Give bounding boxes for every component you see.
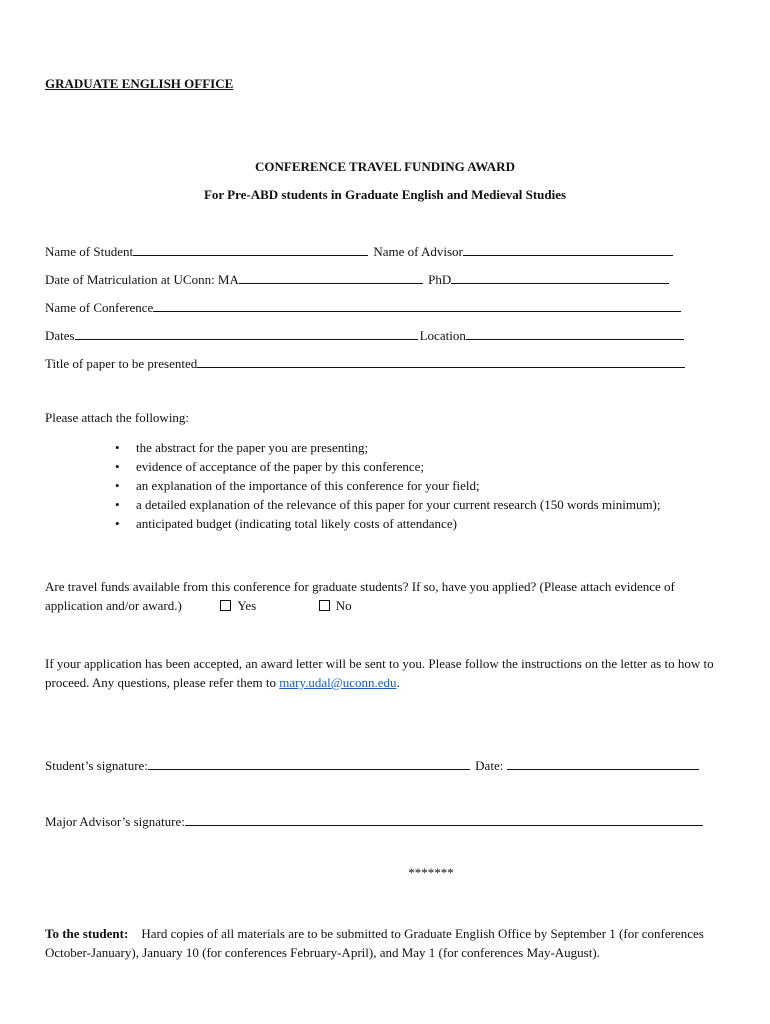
acceptance-end: . (396, 675, 400, 690)
dates-label: Dates (45, 328, 75, 343)
footer-lead: To the student: (45, 926, 129, 941)
bullet-icon: • (115, 478, 120, 493)
funds-question: Are travel funds available from this conference for graduate students? If so, have you applied? (Please attach evidence of application and/or award.) (45, 579, 675, 613)
no-label: No (335, 598, 352, 613)
matriculation-row (45, 271, 671, 288)
bullet-icon: • (115, 459, 120, 474)
student-name-label: Name of Student (45, 244, 134, 259)
yes-checkbox[interactable] (220, 600, 231, 611)
advisor-signature-field[interactable] (185, 813, 703, 826)
dates-field[interactable] (75, 327, 418, 340)
dates-location-row (45, 327, 686, 344)
list-item (95, 516, 661, 535)
attachment-list (95, 440, 661, 535)
paper-title-row (45, 355, 687, 372)
advisor-name-field[interactable] (463, 243, 673, 256)
list-item (95, 440, 661, 459)
student-signature-label: Student’s signature: (45, 758, 148, 773)
advisor-signature-label: Major Advisor’s signature: (45, 814, 185, 829)
location-label: Location (419, 328, 466, 343)
paper-title-field[interactable] (197, 355, 685, 368)
student-name-field[interactable] (133, 243, 368, 256)
list-item (95, 478, 661, 497)
bullet-icon: • (115, 440, 120, 455)
advisor-name-label: Name of Advisor (373, 244, 463, 259)
list-item (95, 459, 661, 478)
student-advisor-row (45, 243, 675, 260)
location-field[interactable] (466, 327, 684, 340)
acceptance-paragraph (45, 654, 725, 692)
list-item-text: a detailed explanation of the relevance of this paper for your current research (150 words minimum); (136, 497, 661, 512)
list-item (95, 497, 661, 516)
email-link[interactable]: mary.udal@uconn.edu (279, 675, 397, 690)
student-signature-row (45, 757, 701, 774)
phd-label: PhD (428, 272, 452, 287)
bullet-icon: • (115, 516, 120, 531)
student-signature-field[interactable] (148, 757, 470, 770)
date-field[interactable] (507, 757, 699, 770)
phd-date-field[interactable] (451, 271, 669, 284)
paper-title-label: Title of paper to be presented (45, 356, 198, 371)
list-item-text: anticipated budget (indicating total likely costs of attendance) (136, 516, 457, 531)
conference-row (45, 299, 683, 316)
bullet-icon: • (115, 497, 120, 512)
list-item-text: an explanation of the importance of this conference for your field; (136, 478, 480, 493)
advisor-signature-row (45, 813, 705, 830)
separator: ******* (408, 865, 454, 880)
conference-label: Name of Conference (45, 300, 154, 315)
list-item-text: evidence of acceptance of the paper by this conference; (136, 459, 425, 474)
form-subtitle: For Pre-ABD students in Graduate English and Medieval Studies (203, 187, 567, 202)
conference-field[interactable] (153, 299, 681, 312)
yes-label: Yes (237, 598, 257, 613)
office-heading: GRADUATE ENGLISH OFFICE (45, 76, 234, 91)
acceptance-text: If your application has been accepted, an award letter will be sent to you. Please follow the instructions on the letter as to how to proceed. Any questions, please refer them to (45, 656, 714, 690)
attach-intro: Please attach the following: (45, 410, 190, 425)
ma-date-field[interactable] (239, 271, 423, 284)
funds-question-block (45, 577, 725, 615)
footer-note (45, 924, 725, 962)
list-item-text: the abstract for the paper you are presenting; (136, 440, 369, 455)
no-checkbox[interactable] (319, 600, 330, 611)
date-label: Date: (475, 758, 504, 773)
footer-text: Hard copies of all materials are to be submitted to Graduate English Office by September 1 (for conferences October-January), January 10 (for conferences February-April), and May 1 (for conferences May-August). (45, 926, 704, 960)
matriculation-label: Date of Matriculation at UConn: MA (45, 272, 239, 287)
form-title: CONFERENCE TRAVEL FUNDING AWARD (255, 159, 515, 174)
